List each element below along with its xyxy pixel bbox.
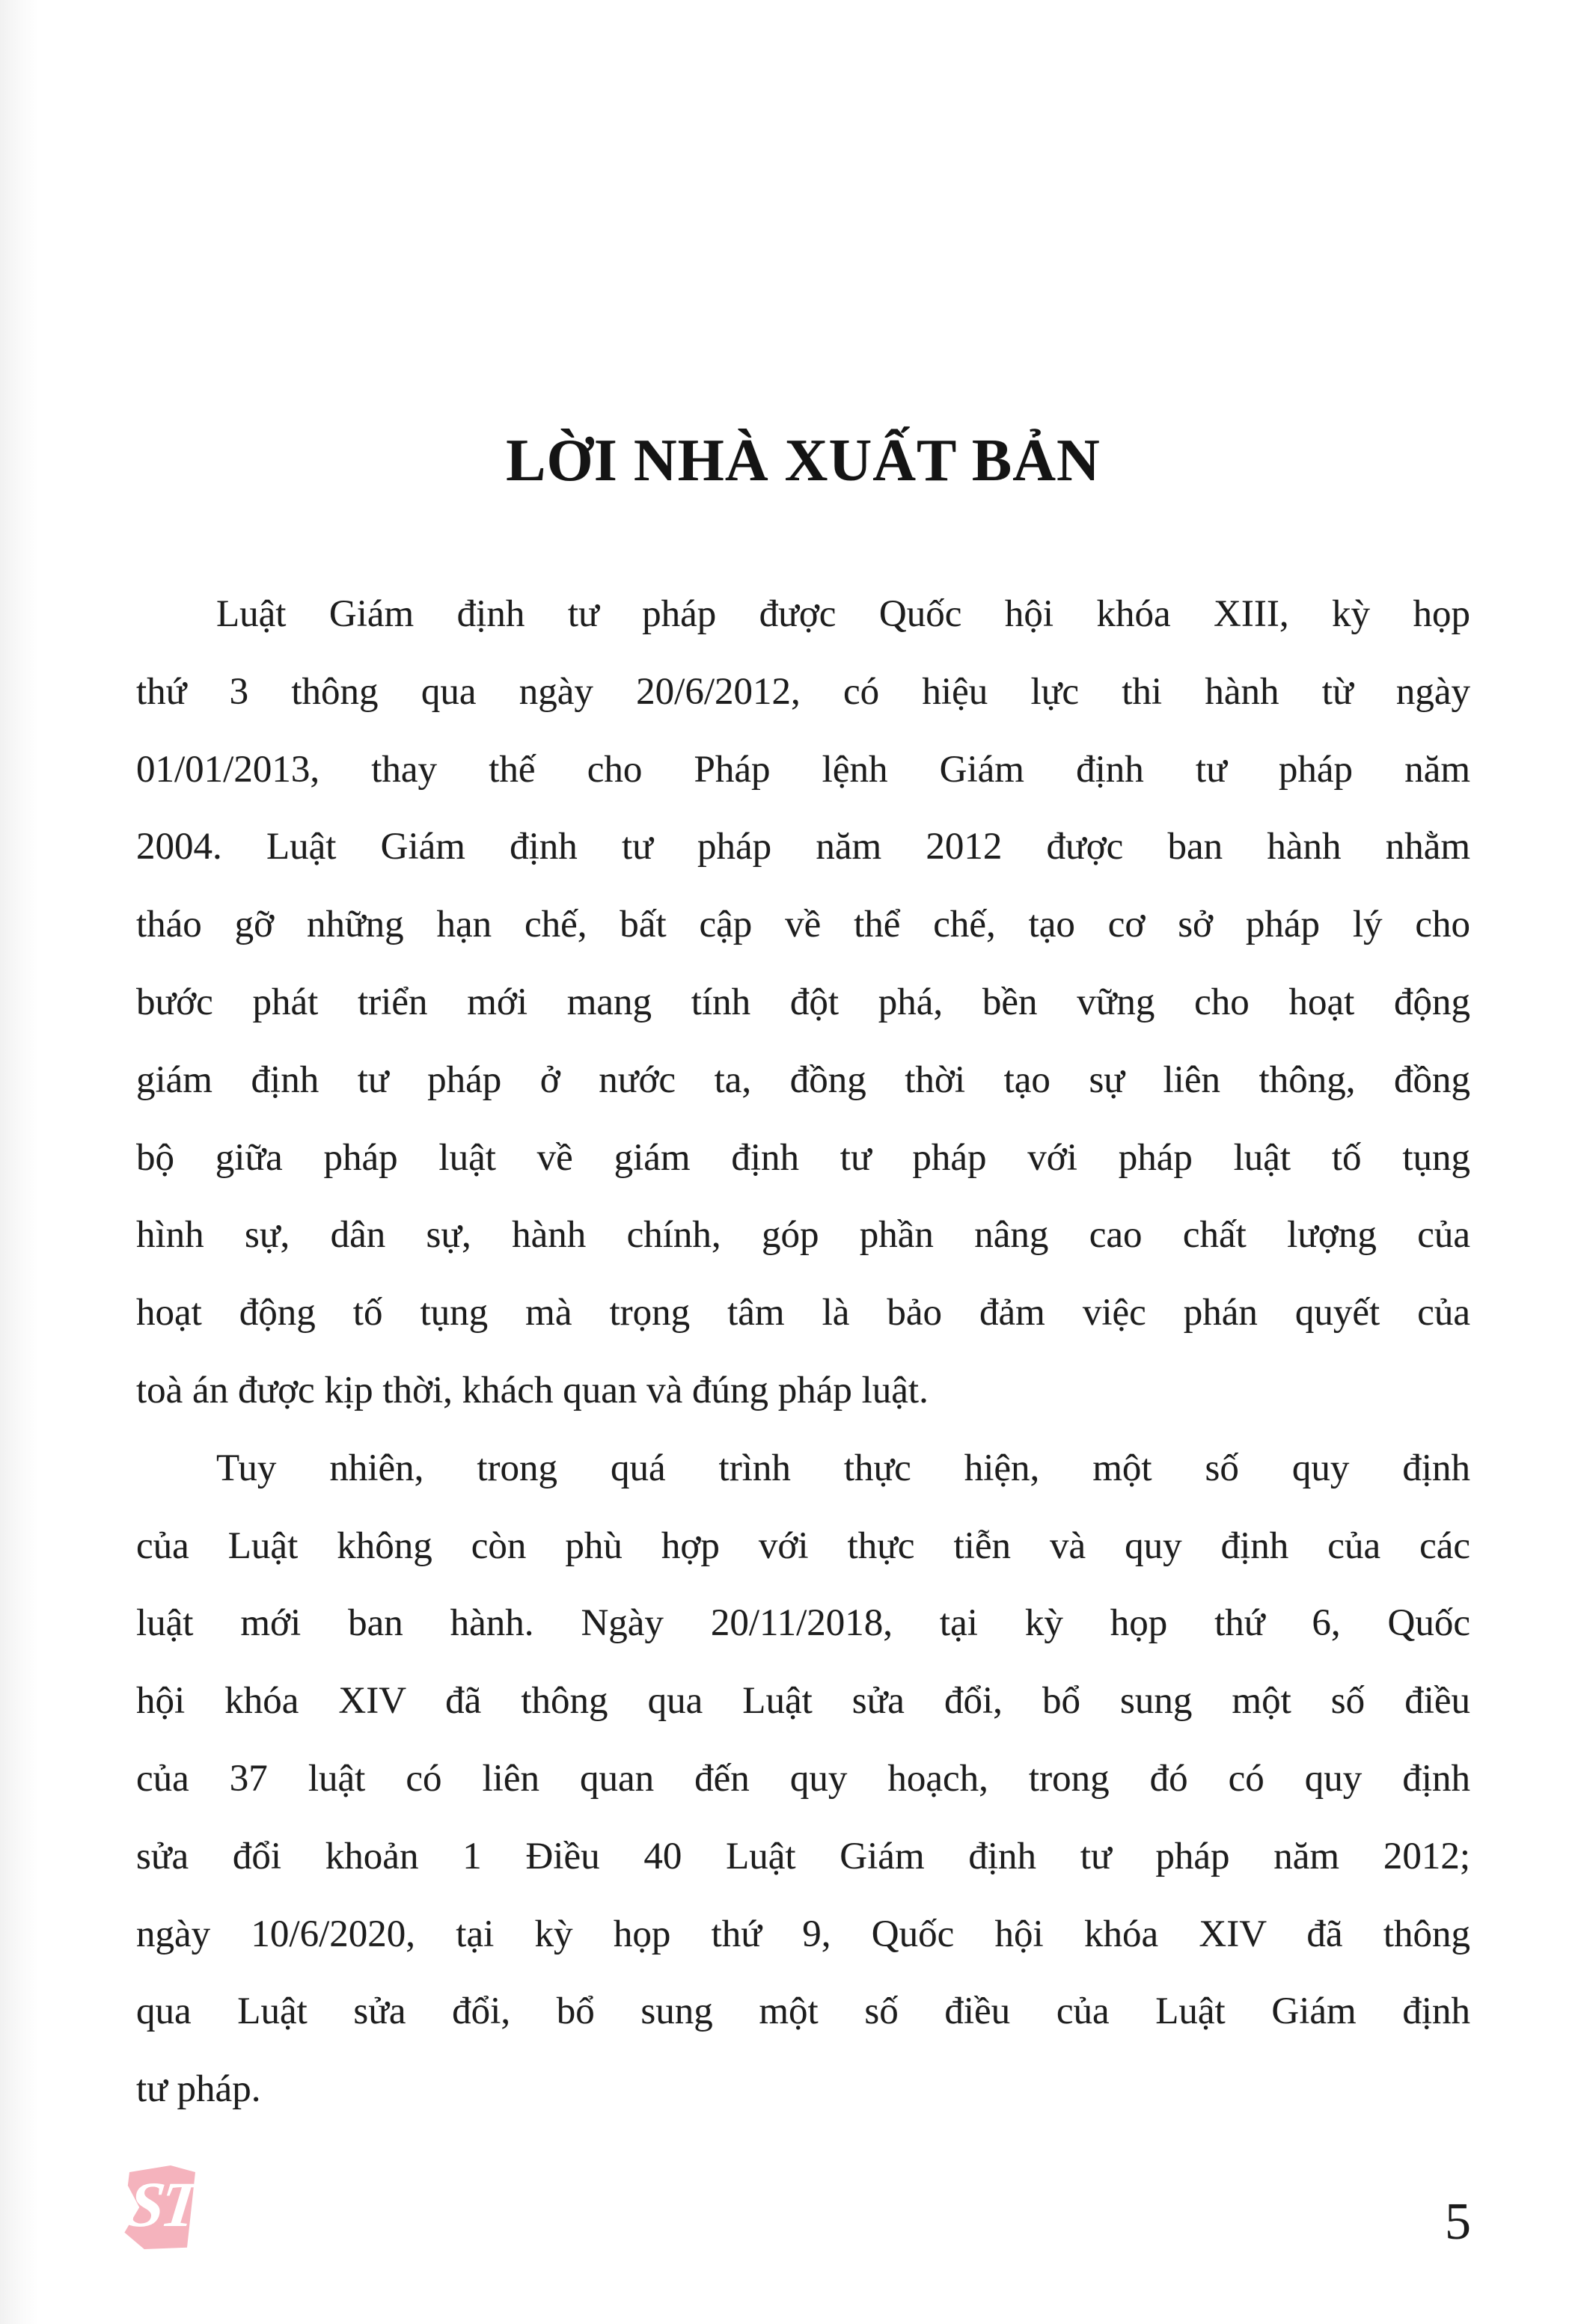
text-line: bộ giữa pháp luật về giám định tư pháp với pháp luật tố tụng	[136, 1136, 1470, 1179]
page-number: 5	[1445, 2193, 1471, 2251]
text-line: luật mới ban hành. Ngày 20/11/2018, tại kỳ họp thứ 6, Quốc	[136, 1602, 1470, 1645]
text-line: 2004. Luật Giám định tư pháp năm 2012 được ban hành nhằm	[136, 826, 1470, 868]
logo-st-text: ST	[124, 2168, 201, 2240]
page-edge-shadow	[0, 0, 39, 2324]
text-line: tháo gỡ những hạn chế, bất cập về thể chế, tạo cơ sở pháp lý cho	[136, 904, 1470, 946]
text-line: 01/01/2013, thay thế cho Pháp lệnh Giám định tư pháp năm	[136, 748, 1470, 791]
text-line: qua Luật sửa đổi, bổ sung một số điều của Luật Giám định	[136, 1990, 1470, 2033]
text-line: của 37 luật có liên quan đến quy hoạch, trong đó có quy định	[136, 1757, 1470, 1800]
text-line: Tuy nhiên, trong quá trình thực hiện, một số quy định	[216, 1447, 1470, 1489]
text-line: hình sự, dân sự, hành chính, góp phần nâng cao chất lượng của	[136, 1214, 1470, 1257]
text-line: Luật Giám định tư pháp được Quốc hội khóa XIII, kỳ họp	[216, 593, 1470, 635]
text-line: hội khóa XIV đã thông qua Luật sửa đổi, bổ sung một số điều	[136, 1680, 1470, 1723]
text-line: của Luật không còn phù hợp với thực tiễn và quy định của các	[136, 1524, 1470, 1567]
publisher-logo	[121, 2165, 204, 2249]
text-line: toà án được kịp thời, khách quan và đúng pháp luật.	[136, 1369, 929, 1411]
text-line: bước phát triển mới mang tính đột phá, bền vững cho hoạt động	[136, 981, 1470, 1023]
body-text	[136, 576, 1470, 2129]
page-title: LỜI NHÀ XUẤT BẢN	[506, 427, 1101, 494]
text-line: ngày 10/6/2020, tại kỳ họp thứ 9, Quốc hội khóa XIV đã thông	[136, 1913, 1470, 1955]
text-line: sửa đổi khoản 1 Điều 40 Luật Giám định tư pháp năm 2012;	[136, 1835, 1470, 1877]
text-line: hoạt động tố tụng mà trọng tâm là bảo đảm việc phán quyết của	[136, 1292, 1470, 1334]
text-line: giám định tư pháp ở nước ta, đồng thời tạo sự liên thông, đồng	[136, 1058, 1470, 1101]
text-line: tư pháp.	[136, 2068, 261, 2111]
text-line: thứ 3 thông qua ngày 20/6/2012, có hiệu lực thi hành từ ngày	[136, 670, 1470, 713]
